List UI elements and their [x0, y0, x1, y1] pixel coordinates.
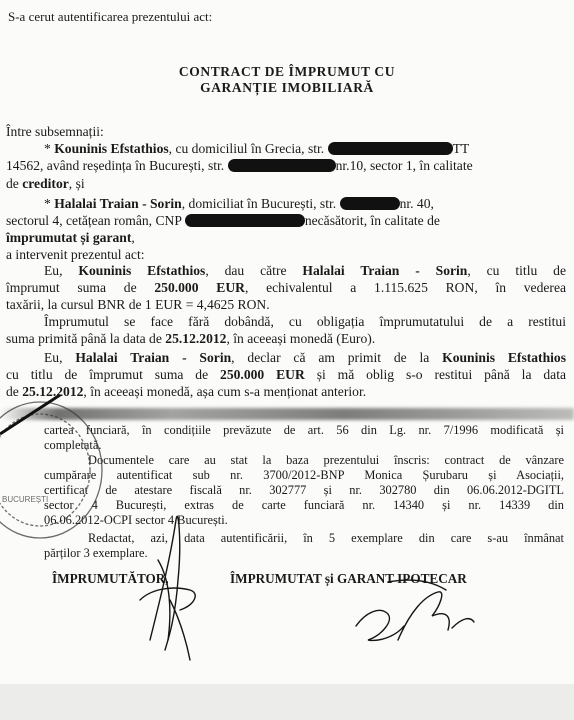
p6-line-2: părților 3 exemplare.: [44, 546, 148, 560]
creditor-line-2: 14562, având reședința în București, str. nr.10, sector 1, în calitate: [6, 158, 473, 173]
header-note: S-a cerut autentificarea prezentului act:: [8, 9, 213, 24]
p2-line-1: Împrumutul se face fără dobândă, cu obligația împrumutatului de a restitui: [44, 314, 566, 329]
debtor-line-3: împrumutat și garant,: [6, 230, 135, 245]
creditor-line-3: de creditor, și: [6, 176, 85, 191]
p5-line-5: 06.06.2012-OCPI sector 4 București.: [44, 513, 228, 527]
intro-text: Între subsemnații:: [6, 124, 104, 139]
p5-line-4: sector 4 București, extras de carte funciară nr. 14340 și nr. 14339 din: [44, 498, 564, 512]
signature-label-borrower: ÎMPRUMUTAT și GARANT IPOTECAR: [230, 571, 467, 586]
p5-line-1: Documentele care au stat la baza prezentului înscris: contract de vânzare: [88, 453, 564, 467]
creditor-name: Kouninis Efstathios: [54, 141, 169, 156]
p3-line-2: cu titlu de împrumut suma de 250.000 EUR și mă oblig s-o restitui până la data: [6, 367, 566, 382]
document-title-line2: GARANȚIE IMOBILIARĂ: [200, 80, 374, 95]
debtor-line-1: * Halalai Traian - Sorin, domiciliat în București, str. nr. 40,: [44, 196, 434, 211]
redaction: [340, 197, 400, 210]
debtor-line-2: sectorul 4, cetățean român, CNP necăsătorit, în calitate de: [6, 213, 440, 228]
fold-mark: [0, 408, 574, 420]
p1-line-2: împrumut suma de 250.000 EUR, echivalentul a 1.115.625 RON, în vederea: [6, 280, 567, 295]
p6-line-1: Redactat, azi, data autentificării, în 5 exemplare din care s-au înmânat: [88, 531, 564, 545]
p4-line-2: completată.: [44, 438, 102, 452]
stamp-text: BUCUREȘTI: [2, 495, 49, 504]
p1-line-1: Eu, Kouninis Efstathios, dau către Halalai Traian - Sorin, cu titlu de: [44, 263, 566, 278]
p3-line-3: de 25.12.2012, în aceeași monedă, așa cum s-a menționat anterior.: [6, 384, 367, 399]
p1-line-3: taxării, la cursul BNR de 1 EUR = 4,4625 RON.: [6, 297, 270, 312]
creditor-line-1: * Kouninis Efstathios, cu domiciliul în Grecia, str. TT: [44, 141, 470, 156]
redaction: [185, 214, 305, 227]
signature-label-lender: ÎMPRUMUTĂTOR,: [52, 571, 169, 586]
p2-line-2: suma primită până la data de 25.12.2012, în aceeași monedă (Euro).: [6, 331, 376, 346]
p5-line-3: certificat de atestare fiscală nr. 302777 și nr. 302780 din 06.06.2012-DGITL: [44, 483, 564, 497]
redaction: [228, 159, 336, 172]
p5-line-2: cumpărare autentificat sub nr. 3700/2012-BNP Monica Șurubaru și Asociații,: [44, 468, 564, 482]
intervened-text: a intervenit prezentul act:: [6, 247, 145, 262]
p3-line-1: Eu, Halalai Traian - Sorin, declar că am primit de la Kouninis Efstathios: [44, 350, 567, 365]
document-title-line1: CONTRACT DE ÎMPRUMUT CU: [178, 64, 396, 79]
debtor-name: Halalai Traian - Sorin: [54, 196, 182, 211]
p4-line-1: cartea funciară, în condițiile prevăzute de art. 56 din Lg. nr. 7/1996 modificată și: [44, 423, 564, 437]
redaction: [328, 142, 453, 155]
page-bottom-margin: [0, 684, 574, 720]
